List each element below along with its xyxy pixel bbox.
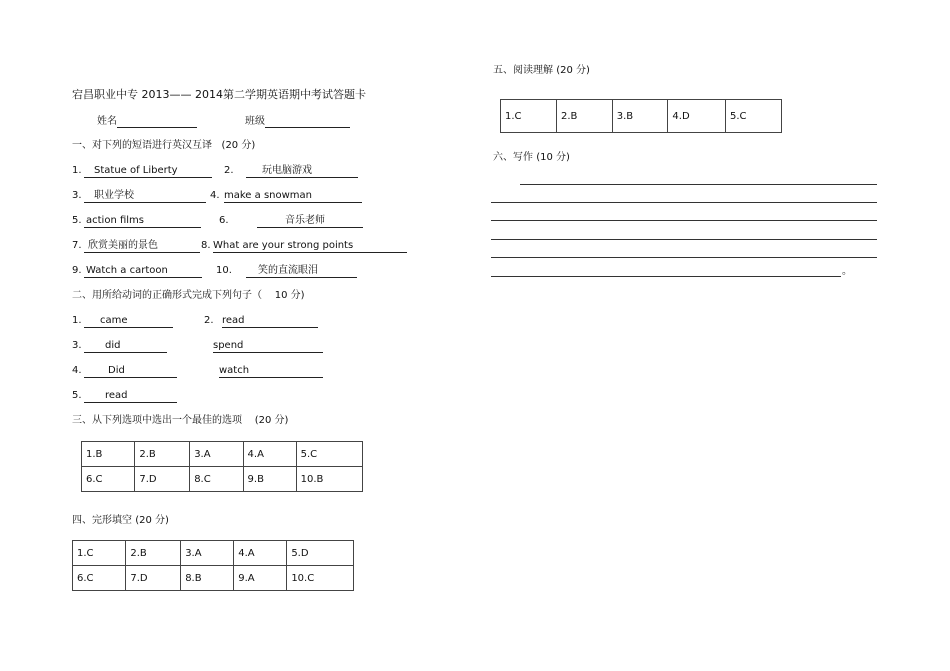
- s1-num-3: 3.: [72, 190, 82, 201]
- s1-num-6: 6.: [219, 215, 229, 226]
- s3-cell: 1.B: [82, 442, 135, 467]
- writing-line: [491, 220, 877, 221]
- s3-cell: 10.B: [296, 467, 362, 492]
- s3-cell: 3.A: [190, 442, 243, 467]
- s3-cell: 4.A: [243, 442, 296, 467]
- s4-cell: 10.C: [287, 566, 354, 591]
- writing-line: [491, 276, 841, 277]
- section4-heading: 四、完形填空 (20 分): [72, 515, 169, 526]
- s2-answer-4b: watch: [219, 365, 323, 378]
- section1-heading: 一、对下列的短语进行英汉互译 (20 分): [72, 140, 256, 151]
- s4-cell: 4.A: [234, 541, 287, 566]
- s3-cell: 9.B: [243, 467, 296, 492]
- class-field: [245, 115, 350, 128]
- s1-num-8: 8.: [201, 240, 211, 251]
- section4-answer-grid: [72, 540, 354, 591]
- s2-answer-1: came: [84, 315, 173, 328]
- s2-answer-3: did: [84, 340, 167, 353]
- s4-cell: 2.B: [126, 541, 181, 566]
- s2-num-3: 3.: [72, 340, 82, 351]
- writing-line: [491, 239, 877, 240]
- class-blank: [265, 115, 350, 128]
- s4-cell: 6.C: [73, 566, 126, 591]
- s1-answer-2: 玩电脑游戏: [246, 165, 358, 178]
- s1-answer-6: 音乐老师: [257, 215, 363, 228]
- section3-heading: 三、从下列选项中选出一个最佳的选项 (20 分): [72, 415, 289, 426]
- s2-num-2: 2.: [204, 315, 214, 326]
- s4-cell: 1.C: [73, 541, 126, 566]
- s1-num-7: 7.: [72, 240, 82, 251]
- s1-num-10: 10.: [216, 265, 232, 276]
- writing-end-mark: 。: [842, 266, 852, 277]
- exam-title: 宕昌职业中专 2013—— 2014第二学期英语期中考试答题卡: [72, 88, 366, 101]
- s2-answer-3b: spend: [213, 340, 323, 353]
- s1-answer-7: 欣赏美丽的景色: [84, 240, 200, 253]
- s3-cell: 8.C: [190, 467, 243, 492]
- name-label: 姓名: [97, 116, 117, 127]
- s3-cell: 6.C: [82, 467, 135, 492]
- s3-cell: 2.B: [135, 442, 190, 467]
- writing-line: [491, 257, 877, 258]
- s2-num-1: 1.: [72, 315, 82, 326]
- s4-cell: 3.A: [181, 541, 234, 566]
- s1-answer-9: Watch a cartoon: [84, 265, 202, 278]
- section5-heading: 五、阅读理解 (20 分): [493, 65, 590, 76]
- s1-answer-8: What are your strong points: [213, 240, 407, 253]
- s1-answer-3: 职业学校: [84, 190, 206, 203]
- name-field: [97, 115, 197, 128]
- s4-cell: 7.D: [126, 566, 181, 591]
- section3-answer-grid: [81, 441, 363, 492]
- s5-cell: 4.D: [668, 100, 726, 133]
- s2-answer-4: Did: [84, 365, 177, 378]
- s5-cell: 3.B: [612, 100, 668, 133]
- section2-heading: 二、用所给动词的正确形式完成下列句子（ 10 分): [72, 290, 305, 301]
- s4-cell: 5.D: [287, 541, 354, 566]
- s2-num-5: 5.: [72, 390, 82, 401]
- writing-line: [491, 202, 877, 203]
- s1-answer-4: make a snowman: [224, 190, 362, 203]
- s1-answer-10: 笑的直流眼泪: [246, 265, 357, 278]
- s2-num-4: 4.: [72, 365, 82, 376]
- s5-cell: 2.B: [556, 100, 612, 133]
- s1-answer-1: Statue of Liberty: [84, 165, 212, 178]
- s1-num-4: 4.: [210, 190, 220, 201]
- section6-heading: 六、写作 (10 分): [493, 152, 570, 163]
- s2-answer-5: read: [84, 390, 177, 403]
- s2-answer-2: read: [222, 315, 318, 328]
- s1-num-1: 1.: [72, 165, 82, 176]
- s4-cell: 8.B: [181, 566, 234, 591]
- s3-cell: 5.C: [296, 442, 362, 467]
- s4-cell: 9.A: [234, 566, 287, 591]
- s1-num-9: 9.: [72, 265, 82, 276]
- s5-cell: 1.C: [501, 100, 557, 133]
- section5-answer-grid: [500, 99, 782, 133]
- s1-num-2: 2.: [224, 165, 234, 176]
- s1-num-5: 5.: [72, 215, 82, 226]
- class-label: 班级: [245, 116, 265, 127]
- s3-cell: 7.D: [135, 467, 190, 492]
- s1-answer-5: action films: [84, 215, 201, 228]
- s5-cell: 5.C: [725, 100, 781, 133]
- writing-line: [520, 184, 877, 185]
- name-blank: [117, 115, 197, 128]
